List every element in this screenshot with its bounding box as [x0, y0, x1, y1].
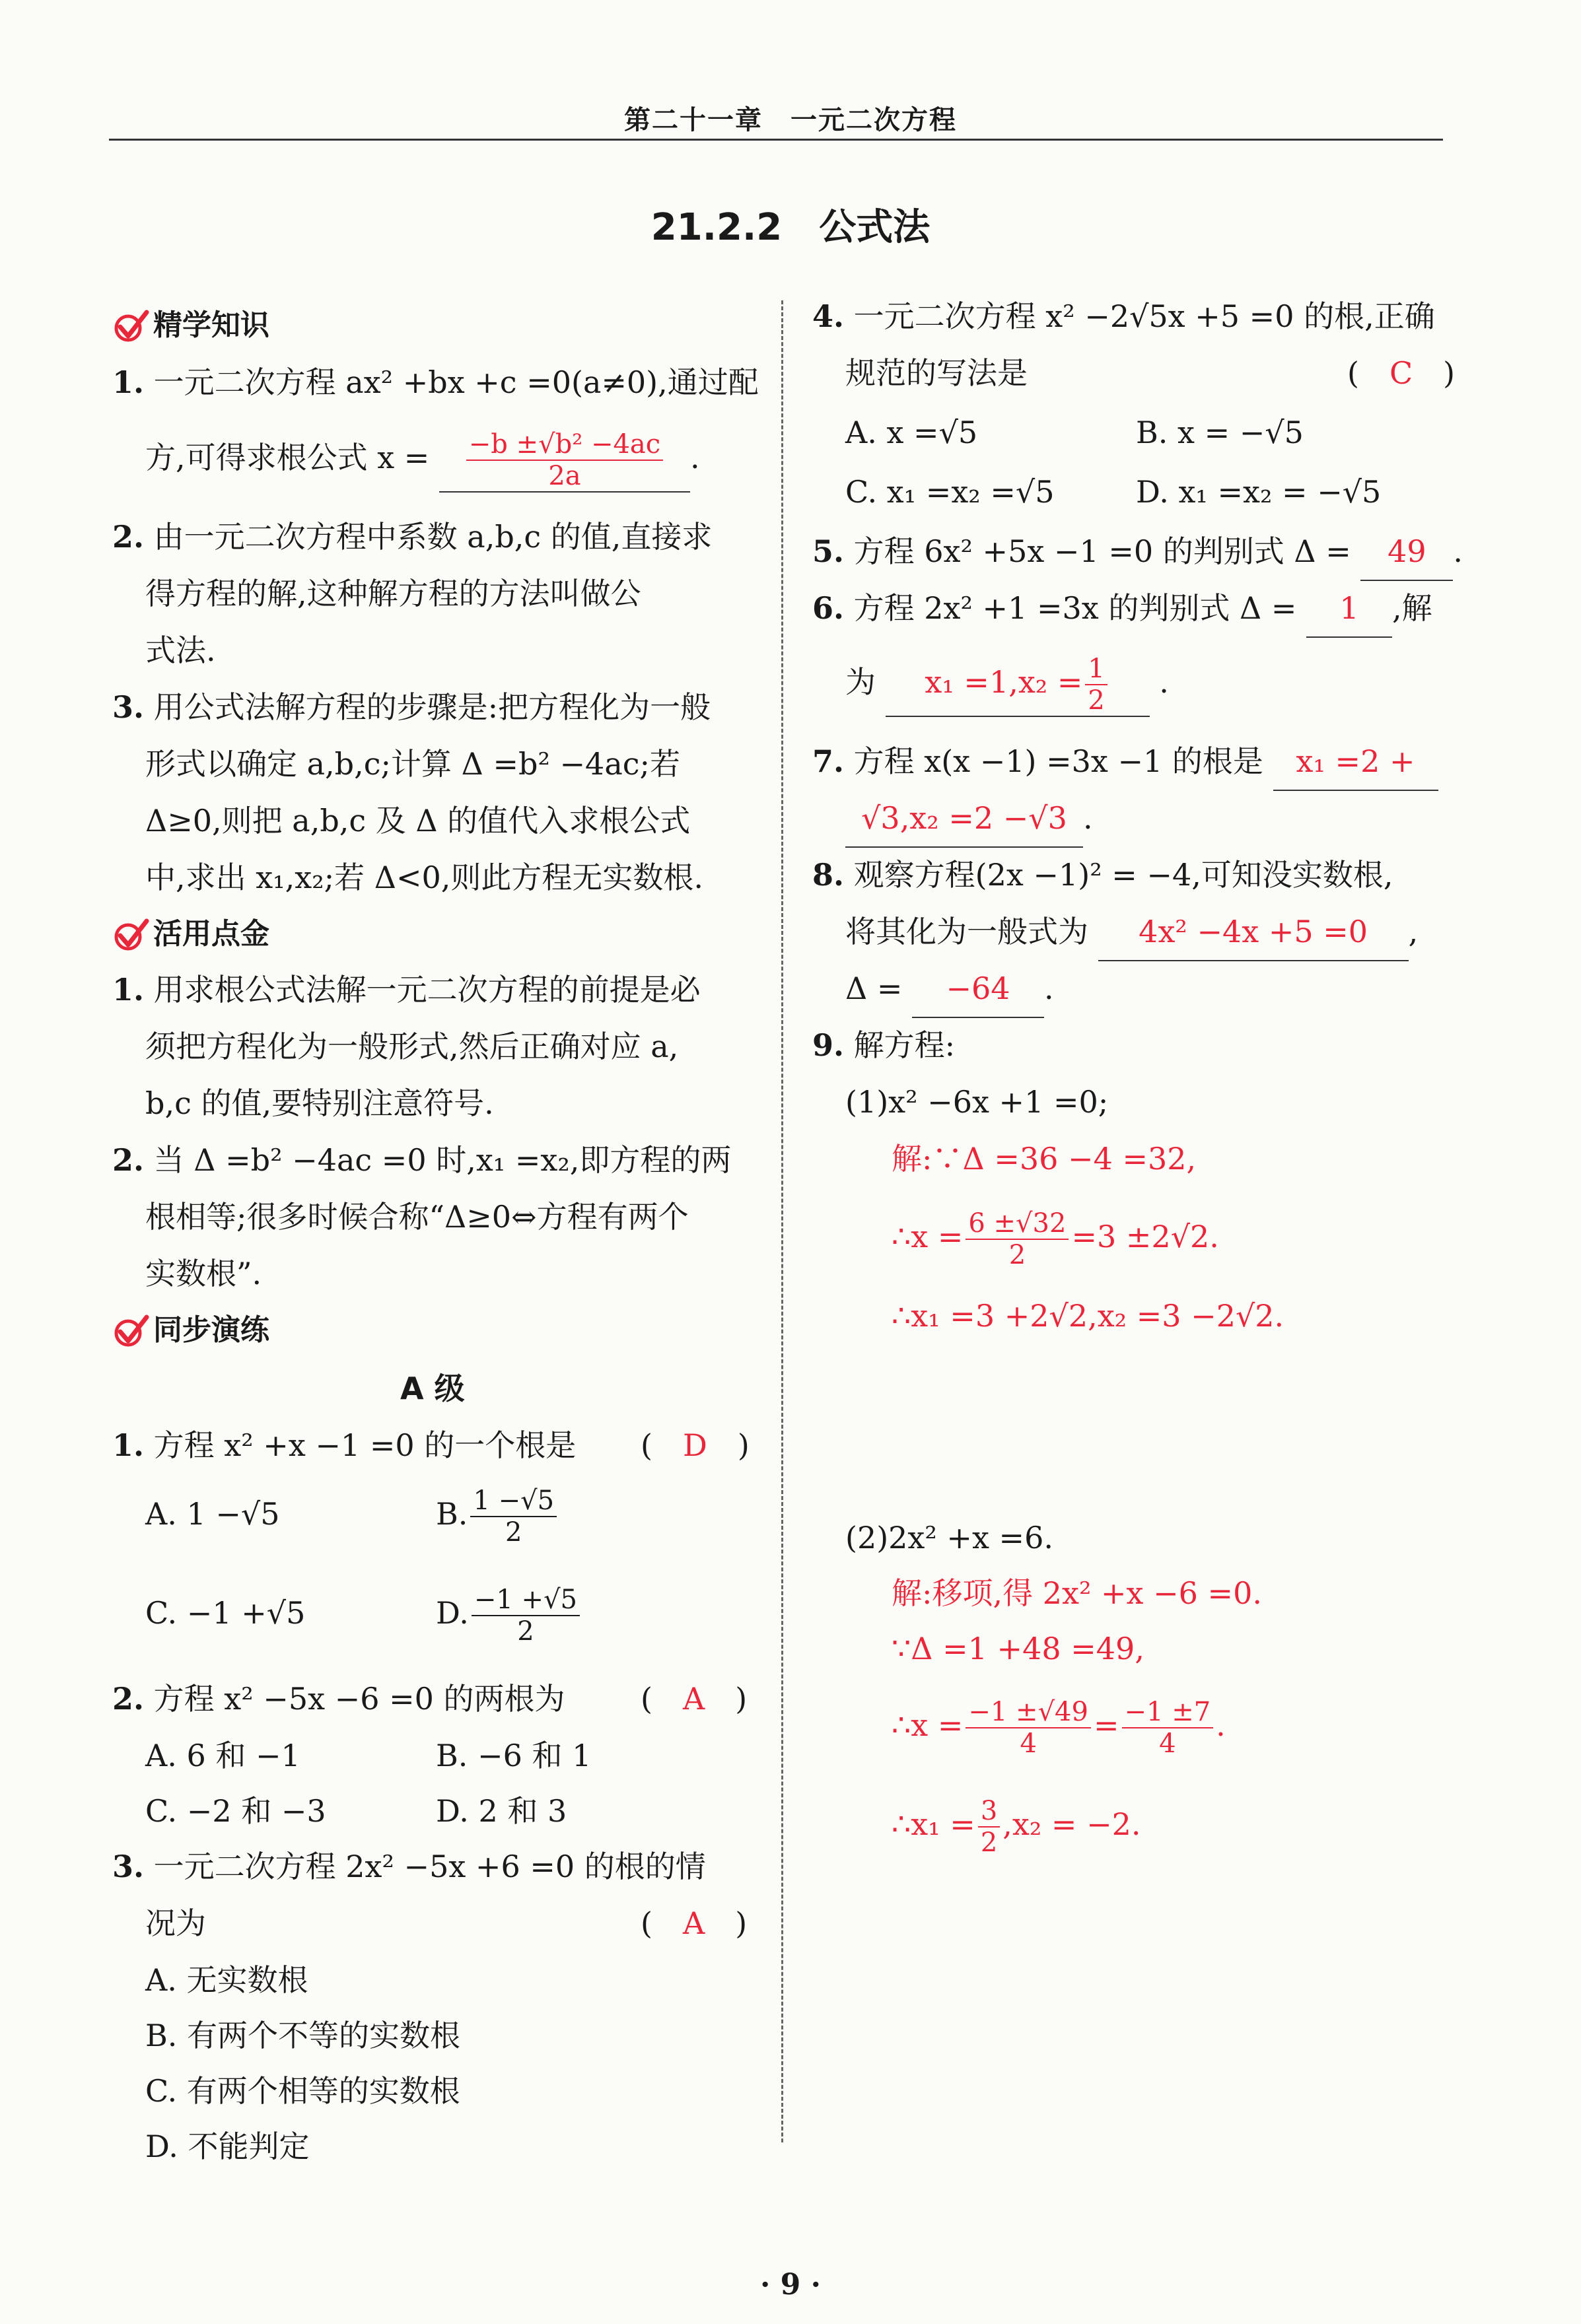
question-4-answer: ( C ): [1347, 355, 1456, 391]
question-2-answer: ( A ): [641, 1681, 748, 1717]
q8-answer-blank-1: 4x² −4x +5 =0: [1098, 903, 1409, 961]
knowledge-3-line1: 3. 用公式法解方程的步骤是:把方程化为一般: [112, 689, 711, 725]
tip-1-line1: 1. 用求根公式法解一元二次方程的前提是必: [112, 972, 701, 1008]
knowledge-1-line2: 方,可得求根公式 x = $\frac{\text{−b ±√b² −4ac}}{2a}$ .: [145, 429, 700, 491]
q2-option-b: B. −6 和 1: [436, 1738, 592, 1773]
q7-answer-blank-1: x₁ =2 +: [1273, 733, 1438, 791]
checkmark-icon: [112, 1313, 149, 1348]
question-1: 1. 方程 x² +x −1 =0 的一个根是: [112, 1427, 577, 1463]
knowledge-1-line1: 1. 一元二次方程 ax² +bx +c =0(a≠0),通过配: [112, 364, 759, 400]
q1-option-b: B. $\frac{1 -√5}{2}$: [436, 1486, 559, 1548]
tip-2-line3: 实数根”.: [145, 1256, 262, 1291]
section-heading-practice: 同步演练: [112, 1302, 269, 1359]
q3-option-b: B. 有两个不等的实数根: [145, 2018, 461, 2053]
question-7-line1: 7. 方程 x(x −1) =3x −1 的根是 x₁ =2 +: [812, 733, 1438, 791]
q4-option-d: D. x₁ =x₂ = −√5: [1136, 474, 1382, 510]
question-9: 9. 解方程:: [812, 1027, 956, 1063]
header-rule: [109, 139, 1443, 141]
q9-sub1-solution-line3: ∴x₁ =3 +2√2,x₂ =3 −2√2.: [892, 1298, 1284, 1334]
question-7-line2: √3,x₂ =2 −√3 .: [845, 790, 1093, 848]
question-6-line2: 为 x₁ =1,x₂ = $\frac{1}{2}$ .: [845, 654, 1169, 716]
tip-1-line2: 须把方程化为一般形式,然后正确对应 a,: [145, 1029, 679, 1064]
q3-option-c: C. 有两个相等的实数根: [145, 2073, 460, 2109]
answer-blank: $\frac{\text{−b ±√b² −4ac}}{2a}$: [439, 429, 690, 493]
q3-option-d: D. 不能判定: [145, 2129, 310, 2164]
q9-sub1-solution-line1: 解:∵Δ =36 −4 =32,: [892, 1141, 1197, 1177]
knowledge-2-line3: 式法.: [145, 632, 216, 668]
chapter-header: 第二十一章 一元二次方程: [624, 104, 957, 135]
column-divider: [781, 300, 783, 2142]
q1-option-a: A. 1 −√5: [145, 1496, 280, 1532]
question-3-line2: 况为: [145, 1905, 206, 1941]
q9-sub2-solution-line3: ∴x = $\frac{-1 \pm√49}{4}$ = $\frac{-1 \pm 7}{4}$ .: [892, 1697, 1226, 1759]
section-heading-knowledge: 精学知识: [112, 297, 269, 354]
question-8-line2: 将其化为一般式为 4x² −4x +5 =0 ,: [845, 903, 1418, 961]
q5-answer-blank: 49: [1360, 523, 1453, 581]
q6-answer-blank-2: x₁ =1,x₂ = $\frac{1}{2}$: [886, 654, 1150, 717]
tip-1-line3: b,c 的值,要特别注意符号.: [145, 1085, 494, 1121]
q9-sub2-solution-line1: 解:移项,得 2x² +x −6 =0.: [892, 1575, 1262, 1611]
q4-option-c: C. x₁ =x₂ =√5: [845, 474, 1055, 510]
q9-sub2-solution-line4: ∴x₁ = $\frac{3}{2}$ ,x₂ = −2.: [892, 1796, 1141, 1858]
question-2: 2. 方程 x² −5x −6 =0 的两根为: [112, 1681, 565, 1717]
q9-sub1-question: (1)x² −6x +1 =0;: [845, 1084, 1109, 1120]
q9-sub2-solution-line2: ∵Δ =1 +48 =49,: [892, 1631, 1144, 1666]
knowledge-3-line4: 中,求出 x₁,x₂;若 Δ<0,则此方程无实数根.: [145, 860, 704, 895]
question-3-answer: ( A ): [641, 1905, 748, 1941]
tip-2-line2: 根相等;很多时候合称“Δ≥0⇔方程有两个: [145, 1199, 689, 1235]
page-number: · 9 ·: [760, 2268, 821, 2302]
level-label: A 级: [400, 1371, 465, 1406]
q2-option-a: A. 6 和 −1: [145, 1738, 300, 1773]
q4-option-b: B. x = −√5: [1136, 415, 1304, 450]
knowledge-2-line2: 得方程的解,这种解方程的方法叫做公: [145, 576, 641, 611]
question-8-line3: Δ = −64 .: [845, 960, 1054, 1018]
tip-2-line1: 2. 当 Δ =b² −4ac =0 时,x₁ =x₂,即方程的两: [112, 1142, 732, 1178]
question-8-line1: 8. 观察方程(2x −1)² = −4,可知没实数根,: [812, 857, 1393, 893]
question-5: 5. 方程 6x² +5x −1 =0 的判别式 Δ = 49 .: [812, 523, 1463, 581]
q3-option-a: A. 无实数根: [145, 1962, 308, 1998]
q1-option-c: C. −1 +√5: [145, 1595, 306, 1631]
knowledge-2-line1: 2. 由一元二次方程中系数 a,b,c 的值,直接求: [112, 519, 713, 555]
knowledge-3-line2: 形式以确定 a,b,c;计算 Δ =b² −4ac;若: [145, 746, 681, 782]
question-4-line2: 规范的写法是: [845, 355, 1028, 391]
q4-option-a: A. x =√5: [845, 415, 978, 450]
section-heading-tips: 活用点金: [112, 906, 269, 963]
q8-answer-blank-2: −64: [912, 960, 1044, 1018]
checkmark-icon: [112, 308, 149, 343]
knowledge-3-line3: Δ≥0,则把 a,b,c 及 Δ 的值代入求根公式: [145, 803, 691, 838]
q2-option-c: C. −2 和 −3: [145, 1793, 326, 1829]
q7-answer-blank-2: √3,x₂ =2 −√3: [845, 790, 1083, 848]
section-title: 21.2.2 公式法: [650, 206, 931, 249]
q1-option-d: D. $\frac{-1 +√5}{2}$: [436, 1585, 582, 1647]
q9-sub2-question: (2)2x² +x =6.: [845, 1520, 1053, 1555]
question-3-line1: 3. 一元二次方程 2x² −5x +6 =0 的根的情: [112, 1849, 706, 1884]
q9-sub1-solution-line2: ∴x = $\frac{6 \pm√32}{2}$ =3 ±2√2.: [892, 1208, 1219, 1270]
q6-answer-blank-1: 1: [1306, 580, 1392, 638]
checkmark-icon: [112, 917, 149, 951]
q2-option-d: D. 2 和 3: [436, 1793, 567, 1829]
question-6-line1: 6. 方程 2x² +1 =3x 的判别式 Δ = 1 ,解: [812, 580, 1432, 638]
question-1-answer: ( D ): [641, 1427, 750, 1463]
question-4-line1: 4. 一元二次方程 x² −2√5x +5 =0 的根,正确: [812, 298, 1435, 334]
